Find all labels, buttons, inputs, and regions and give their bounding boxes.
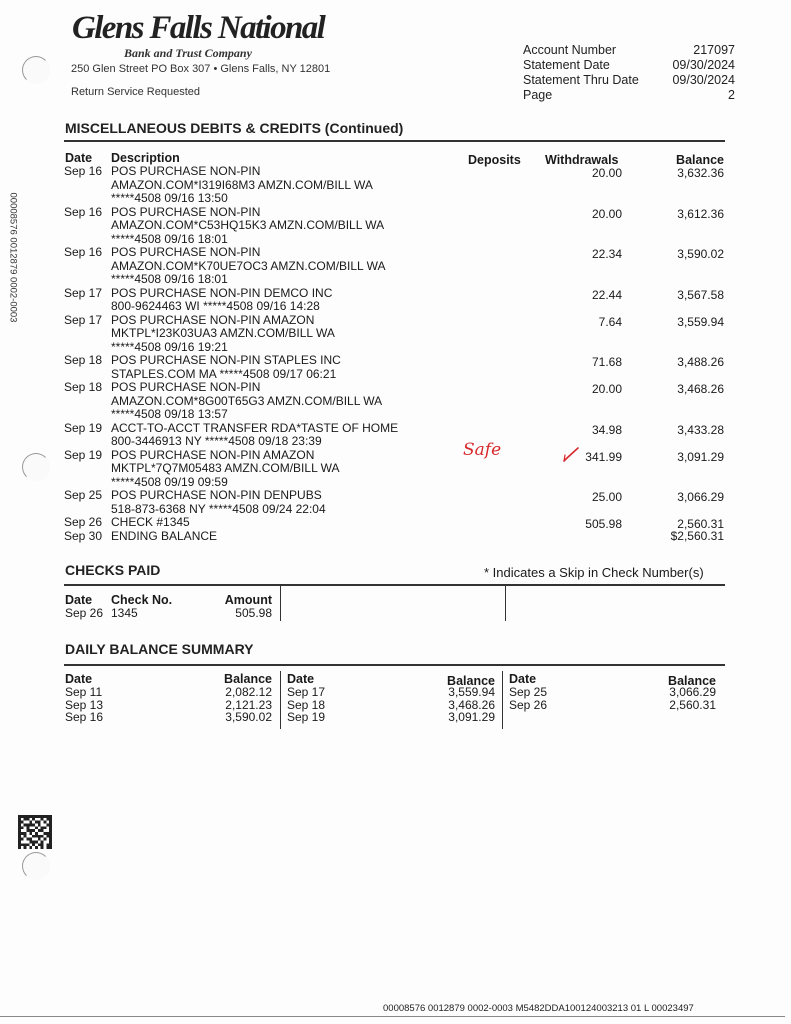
transaction-balance: 3,091.29 <box>677 449 724 464</box>
transaction-date: Sep 17 <box>64 285 103 300</box>
ending-balance: $2,560.31 <box>670 528 724 543</box>
description-line: 800-3446913 NY *****4508 09/18 23:39 <box>111 434 322 448</box>
description-line: ENDING BALANCE <box>111 528 218 543</box>
footer-rule <box>0 1016 785 1017</box>
description-line: CHECK #1345 <box>111 515 190 529</box>
checks-header-date: Date <box>65 593 93 607</box>
daily-balance-value: 3,091.29 <box>448 710 495 724</box>
transaction-description <box>111 165 491 206</box>
statement-info-row <box>523 43 735 58</box>
transaction-description <box>111 287 491 314</box>
description-line: POS PURCHASE NON-PIN AMAZON <box>111 312 315 327</box>
info-label: Account Number <box>523 43 617 57</box>
daily-balance-date: Sep 19 <box>287 710 326 724</box>
transaction-description <box>111 530 491 544</box>
description-line: POS PURCHASE NON-PIN DENPUBS <box>111 488 322 502</box>
daily-balance-date: Sep 17 <box>287 685 326 699</box>
transaction-date: Sep 30 <box>64 528 103 543</box>
transaction-date: Sep 17 <box>64 312 103 327</box>
daily-balance-date: Sep 16 <box>65 710 104 724</box>
transaction-withdrawal: 505.98 <box>585 517 622 531</box>
transaction-date: Sep 19 <box>64 447 103 462</box>
description-line: *****4508 09/16 13:50 <box>111 191 228 205</box>
daily-balance-date: Sep 26 <box>509 697 548 712</box>
checks-header-check-no: Check No. <box>111 593 173 607</box>
transaction-description <box>111 354 491 381</box>
col-header-deposits: Deposits <box>468 153 521 167</box>
info-label: Page <box>523 88 553 102</box>
daily-balance-date: Sep 25 <box>509 685 548 699</box>
transaction-description <box>111 516 491 530</box>
transaction-balance: 3,433.28 <box>677 422 724 437</box>
description-line: POS PURCHASE NON-PIN <box>111 380 261 394</box>
col-header-withdrawals: Withdrawals <box>545 153 619 167</box>
section-rule <box>64 664 725 666</box>
description-line: AMAZON.COM*I319I68M3 AMZN.COM/BILL WA <box>111 177 373 192</box>
return-notice: Return Service Requested <box>71 86 201 98</box>
col-header-date: Date <box>65 151 93 165</box>
transaction-balance: 3,632.36 <box>677 166 724 180</box>
description-line: 800-9624463 WI *****4508 09/16 14:28 <box>111 299 320 313</box>
footer-document-code: 00008576 0012879 0002-0003 M5482DDA100124003213 01 L 00023497 <box>383 1003 694 1014</box>
transaction-balance: 3,590.02 <box>677 247 724 261</box>
bank-logo: Glens Falls National <box>72 10 325 46</box>
punch-hole <box>22 852 50 880</box>
description-line: POS PURCHASE NON-PIN STAPLES INC <box>111 353 341 367</box>
description-line: MKTPL*7Q7M05483 AMZN.COM/BILL WA <box>111 461 340 475</box>
transaction-date: Sep 26 <box>64 515 103 529</box>
info-value: 09/30/2024 <box>672 58 735 72</box>
checks-header-amount: Amount <box>224 593 272 607</box>
section-rule <box>64 140 725 142</box>
description-line: AMAZON.COM*K70UE7OC3 AMZN.COM/BILL WA <box>111 258 386 273</box>
statement-info <box>523 43 735 103</box>
check-skip-note: * Indicates a Skip in Check Number(s) <box>484 565 704 580</box>
transaction-withdrawal: 22.44 <box>591 287 622 302</box>
transaction-date: Sep 25 <box>64 488 103 502</box>
description-line: POS PURCHASE NON-PIN <box>111 164 261 178</box>
transaction-withdrawal: 20.00 <box>591 206 622 221</box>
section-rule <box>64 584 725 586</box>
transaction-description <box>111 246 491 287</box>
statement-info-row <box>523 88 735 103</box>
info-label: Statement Thru Date <box>523 73 639 87</box>
side-document-code: 00008576 0012879 0002-0003 <box>7 192 19 323</box>
daily-balance-title: DAILY BALANCE SUMMARY <box>65 641 254 657</box>
daily-header-date: Date <box>509 672 537 686</box>
daily-header-balance: Balance <box>224 672 272 686</box>
checks-paid-title: CHECKS PAID <box>65 562 161 578</box>
transaction-withdrawal: 25.00 <box>591 490 622 504</box>
daily-balance-date: Sep 13 <box>65 697 104 712</box>
transaction-date: Sep 16 <box>64 245 103 259</box>
column-divider <box>502 671 503 729</box>
transaction-date: Sep 18 <box>64 380 103 394</box>
col-header-balance: Balance <box>676 153 724 167</box>
transaction-description <box>111 206 491 247</box>
transaction-description <box>111 449 491 490</box>
transaction-date: Sep 16 <box>64 204 103 219</box>
description-line: STAPLES.COM MA *****4508 09/17 06:21 <box>111 366 337 381</box>
statement-info-row <box>523 58 735 73</box>
daily-header-date: Date <box>287 672 315 686</box>
description-line: *****4508 09/18 13:57 <box>111 407 228 421</box>
description-line: 518-873-6368 NY *****4508 09/24 22:04 <box>111 501 326 516</box>
transaction-withdrawal: 20.00 <box>591 166 622 180</box>
description-line: POS PURCHASE NON-PIN <box>111 204 261 219</box>
description-line: POS PURCHASE NON-PIN DEMCO INC <box>111 285 333 300</box>
check-row-date: Sep 26 <box>65 606 104 620</box>
info-value: 09/30/2024 <box>672 73 735 87</box>
description-line: *****4508 09/16 18:01 <box>111 272 228 286</box>
transaction-balance: 3,559.94 <box>677 314 724 329</box>
transaction-withdrawal: 71.68 <box>591 355 622 369</box>
daily-header-date: Date <box>65 672 93 686</box>
transaction-withdrawal: 34.98 <box>591 422 622 437</box>
info-value: 217097 <box>693 43 735 57</box>
description-line: POS PURCHASE NON-PIN <box>111 245 261 259</box>
info-value: 2 <box>728 88 735 102</box>
description-line: AMAZON.COM*8G00T65G3 AMZN.COM/BILL WA <box>111 393 383 408</box>
transaction-date: Sep 16 <box>64 164 103 178</box>
col-header-description: Description <box>111 151 180 165</box>
check-row-number: 1345 <box>111 606 138 620</box>
description-line: POS PURCHASE NON-PIN AMAZON <box>111 447 315 462</box>
transaction-balance: 3,567.58 <box>677 287 724 302</box>
transaction-balance: 2,560.31 <box>677 517 724 531</box>
description-line: *****4508 09/19 09:59 <box>111 474 228 489</box>
description-line: MKTPL*I23K03UA3 AMZN.COM/BILL WA <box>111 326 335 340</box>
transaction-description <box>111 314 491 355</box>
transaction-withdrawal: 22.34 <box>591 247 622 261</box>
transaction-description <box>111 422 491 449</box>
daily-balance-value: 2,121.23 <box>225 697 272 712</box>
transaction-date: Sep 19 <box>64 420 103 435</box>
info-label: Statement Date <box>523 58 610 72</box>
daily-balance-value: 2,560.31 <box>669 697 716 712</box>
transaction-withdrawal: 7.64 <box>598 314 622 329</box>
transaction-description <box>111 489 491 516</box>
datamatrix-code <box>17 815 53 849</box>
daily-balance-value: 3,468.26 <box>448 697 495 712</box>
transaction-balance: 3,612.36 <box>677 206 724 221</box>
transaction-withdrawal: 341.99 <box>585 449 622 464</box>
checkmark-icon <box>562 446 580 464</box>
daily-balance-value: 2,082.12 <box>225 685 272 699</box>
daily-balance-value: 3,559.94 <box>448 685 495 699</box>
transaction-description <box>111 381 491 422</box>
daily-balance-value: 3,590.02 <box>225 710 272 724</box>
daily-balance-date: Sep 11 <box>65 685 103 699</box>
description-line: ACCT-TO-ACCT TRANSFER RDA*TASTE OF HOME <box>111 420 399 435</box>
description-line: *****4508 09/16 19:21 <box>111 339 228 354</box>
transaction-balance: 3,066.29 <box>677 490 724 504</box>
check-row-amount: 505.98 <box>235 606 272 620</box>
punch-hole <box>22 56 50 84</box>
bank-subtitle: Bank and Trust Company <box>124 46 252 60</box>
daily-header-balance: Balance <box>668 674 716 688</box>
misc-section-title: MISCELLANEOUS DEBITS & CREDITS (Continued) <box>65 120 404 136</box>
statement-info-row <box>523 73 735 88</box>
description-line: AMAZON.COM*C53HQ15K3 AMZN.COM/BILL WA <box>111 218 385 232</box>
daily-header-balance: Balance <box>447 674 495 688</box>
column-divider <box>280 671 281 729</box>
transaction-balance: 3,468.26 <box>677 382 724 396</box>
column-divider <box>505 585 506 621</box>
column-divider <box>280 585 281 621</box>
bank-address: 250 Glen Street PO Box 307 • Glens Falls, NY 12801 <box>71 63 331 75</box>
transaction-withdrawal: 20.00 <box>591 382 622 396</box>
handwritten-note: Safe <box>463 440 502 460</box>
daily-balance-value: 3,066.29 <box>669 685 716 699</box>
transaction-date: Sep 18 <box>64 353 103 367</box>
punch-hole <box>22 453 50 481</box>
transaction-balance: 3,488.26 <box>677 355 724 369</box>
daily-balance-date: Sep 18 <box>287 697 326 712</box>
description-line: *****4508 09/16 18:01 <box>111 231 228 246</box>
